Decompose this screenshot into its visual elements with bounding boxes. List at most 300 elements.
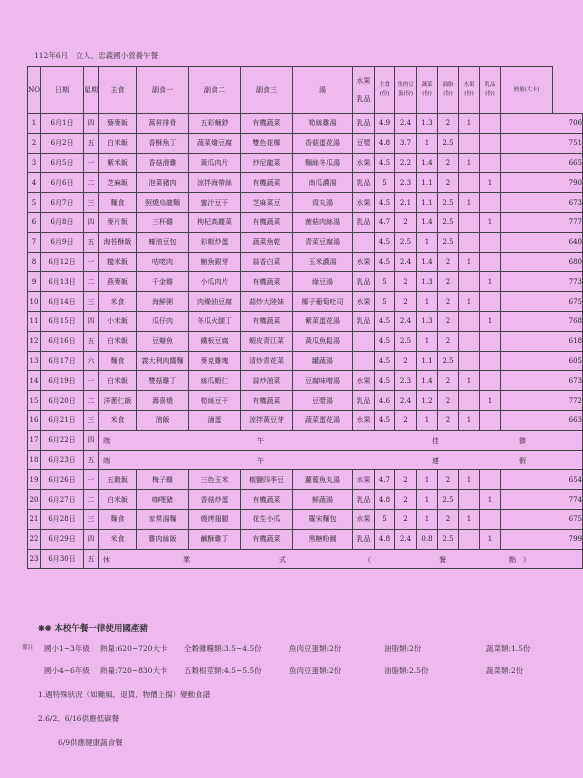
cell-soup: 綠豆湯: [293, 272, 353, 292]
cell-date: 6月6日: [41, 173, 84, 193]
cell-staple: 4.5: [375, 252, 395, 272]
cell-staple: 4.7: [375, 212, 395, 232]
cell-side1: 香菇滑雞: [137, 153, 189, 173]
cell-veg: 1: [417, 133, 438, 153]
cell-milk-serv: 1: [480, 212, 501, 232]
cell-kcal: 618: [501, 331, 583, 351]
menu-table: [27, 66, 583, 569]
cell-no: 6: [28, 212, 41, 232]
cell-staple: 5: [375, 292, 395, 312]
cell-date: 6月27日: [41, 490, 84, 510]
cell-side3: 有機蔬菜: [241, 311, 293, 331]
cell-protein: 2: [395, 272, 417, 292]
cell-kcal: 675: [501, 509, 583, 529]
banner-char: （: [364, 555, 371, 564]
header-oil: 油脂(份): [438, 67, 459, 114]
cell-milk-serv: [480, 331, 501, 351]
cell-veg: 1: [417, 232, 438, 252]
header-milk: 乳品: [356, 94, 371, 103]
cell-soup: 青菜豆腐湯: [293, 232, 353, 252]
cell-side2: 鐵板豆腐: [189, 331, 241, 351]
cell-kcal: 706: [501, 114, 583, 134]
cell-kcal: 790: [501, 173, 583, 193]
cell-side2: 滷蛋: [189, 410, 241, 430]
cell-milk-serv: [480, 252, 501, 272]
cell-fruit-milk: 乳品: [353, 114, 375, 134]
cell-weekday: 六: [84, 351, 99, 371]
cell-milk-serv: [480, 193, 501, 213]
header-milk-serv: 乳品(份): [480, 67, 501, 114]
cell-main: 紫米飯: [99, 153, 137, 173]
cell-kcal: 663: [501, 410, 583, 430]
cell-weekday: 五: [84, 549, 99, 569]
table-row: [28, 430, 583, 450]
menu-body: [28, 114, 583, 569]
cell-fruit-serv: [459, 272, 480, 292]
cell-side2: 蔬菜燴豆腐: [189, 133, 241, 153]
cell-side2: 鮪魚銀芽: [189, 252, 241, 272]
cell-fruit-milk: 乳品: [353, 391, 375, 411]
cell-weekday: 三: [84, 410, 99, 430]
cell-fruit-serv: [459, 351, 480, 371]
banner-char: 餐: [439, 555, 446, 564]
banner-char: 午: [257, 456, 264, 465]
cell-side3: 有機蔬菜: [241, 490, 293, 510]
cell-side3: 芝麻菜豆: [241, 193, 293, 213]
cell-fruit-milk: [353, 331, 375, 351]
banner-char: 午: [257, 436, 264, 445]
cell-protein: 2.4: [395, 114, 417, 134]
header-date: 日期: [41, 67, 84, 114]
cell-date: 6月8日: [41, 212, 84, 232]
cell-kcal: 680: [501, 252, 583, 272]
cell-side1: 千金雞: [137, 272, 189, 292]
cell-main: 麵食: [99, 509, 137, 529]
banner-char: ）: [523, 555, 530, 564]
cell-date: 6月5日: [41, 153, 84, 173]
cell-fruit-milk: 乳品: [353, 173, 375, 193]
cell-milk-serv: [480, 133, 501, 153]
cell-side2: 三色玉米: [189, 470, 241, 490]
cell-fruit-serv: [459, 311, 480, 331]
cell-side1: 家常湯麵: [137, 509, 189, 529]
cell-protein: 2: [395, 212, 417, 232]
table-row: [28, 331, 583, 351]
cell-veg: 0.8: [417, 529, 438, 549]
cell-kcal: 605: [501, 351, 583, 371]
cell-no: 17: [28, 430, 41, 450]
cell-kcal: 773: [501, 272, 583, 292]
cell-fruit-serv: 1: [459, 509, 480, 529]
cell-staple: 4.8: [375, 490, 395, 510]
header-row: [28, 67, 583, 114]
cell-soup: 蔬菜蛋花湯: [293, 410, 353, 430]
cell-fruit-serv: [459, 173, 480, 193]
cell-protein: 2.4: [395, 252, 417, 272]
oil-4-6: 油脂類:2.5份: [384, 666, 429, 675]
cell-soup: 黃瓜魚鬆湯: [293, 331, 353, 351]
cell-veg: 1: [417, 410, 438, 430]
header-no: NO: [28, 67, 41, 114]
cell-oil: 2: [438, 410, 459, 430]
cell-protein: 2: [395, 410, 417, 430]
cell-kcal: 640: [501, 232, 583, 252]
cell-side1: 咕咾肉: [137, 252, 189, 272]
cell-veg: 1: [417, 509, 438, 529]
banner-char: 點: [509, 555, 516, 564]
cell-date: 6月22日: [41, 430, 84, 450]
cell-main: 麵食: [99, 351, 137, 371]
cell-oil: 2.5: [438, 133, 459, 153]
cell-milk-serv: [480, 153, 501, 173]
cell-soup: 羅宋麵包: [293, 509, 353, 529]
cell-date: 6月2日: [41, 133, 84, 153]
cell-veg: 1.4: [417, 252, 438, 272]
cell-side2: 枸杞高麗菜: [189, 212, 241, 232]
table-row: [28, 114, 583, 134]
cell-side1: 壽喜燒: [137, 391, 189, 411]
cell-milk-serv: [480, 410, 501, 430]
cell-no: 1: [28, 114, 41, 134]
cell-staple: 5: [375, 272, 395, 292]
header-kcal: 熱量(大卡): [501, 67, 553, 114]
cell-weekday: 五: [84, 232, 99, 252]
cell-no: 18: [28, 450, 41, 470]
cell-weekday: 四: [84, 430, 99, 450]
cell-fruit-serv: 1: [459, 292, 480, 312]
cell-oil: 2: [438, 114, 459, 134]
cell-staple: 5: [375, 173, 395, 193]
cell-weekday: 四: [84, 114, 99, 134]
cell-side3: 蝦皮青江菜: [241, 331, 293, 351]
cell-side1: 雞肉絲飯: [137, 529, 189, 549]
cell-no: 21: [28, 509, 41, 529]
holiday-banner: [99, 549, 583, 569]
notes-heading: [38, 622, 148, 634]
cell-main: 白米飯: [99, 490, 137, 510]
cell-protein: 2.2: [395, 153, 417, 173]
table-row: [28, 133, 583, 153]
cell-kcal: 772: [501, 391, 583, 411]
cell-date: 6月12日: [41, 252, 84, 272]
cell-side1: 義大利肉醬麵: [137, 351, 189, 371]
cell-oil: 2.5: [438, 232, 459, 252]
cell-side2: 涼拌海帶絲: [189, 173, 241, 193]
table-row: [28, 529, 583, 549]
cell-milk-serv: [480, 232, 501, 252]
cell-fruit-milk: 水果: [353, 153, 375, 173]
cell-staple: 4.5: [375, 153, 395, 173]
cell-side3: 有機蔬菜: [241, 212, 293, 232]
cell-side1: 瓜仔肉: [137, 311, 189, 331]
note-item-1: 1.遇特殊狀況（如颱風、退貨、物價上揚）變動食譜: [38, 690, 211, 699]
cell-side1: 豆瓣魚: [137, 331, 189, 351]
cell-staple: 4.8: [375, 133, 395, 153]
cell-oil: 2: [438, 252, 459, 272]
table-row: [28, 193, 583, 213]
cell-side3: 蒜炒油菜: [241, 371, 293, 391]
cell-no: 7: [28, 232, 41, 252]
table-row: [28, 391, 583, 411]
cell-oil: 2: [438, 153, 459, 173]
banner-char: 端: [103, 436, 110, 445]
cell-side3: 涼拌黃豆芽: [241, 410, 293, 430]
cell-milk-serv: [480, 371, 501, 391]
cell-date: 6月19日: [41, 371, 84, 391]
cell-staple: 4.5: [375, 410, 395, 430]
cell-date: 6月7日: [41, 193, 84, 213]
banner-char: 連: [432, 456, 439, 465]
note-item-3: 6/9供應健康蔬食餐: [58, 738, 123, 747]
banner-char: 端: [103, 456, 110, 465]
cell-staple: 5: [375, 509, 395, 529]
cell-side1: 三杯雞: [137, 212, 189, 232]
header-protein: 魚肉豆蛋(份): [395, 67, 417, 114]
table-row: [28, 232, 583, 252]
table-row: [28, 212, 583, 232]
header-side3: 副食三: [241, 67, 293, 114]
cell-fruit-serv: 1: [459, 410, 480, 430]
cell-soup: 香菇蛋花湯: [293, 133, 353, 153]
cell-soup: 豆漿湯: [293, 391, 353, 411]
cell-weekday: 二: [84, 490, 99, 510]
cell-side1: 泡菜豬肉: [137, 173, 189, 193]
cell-side2: 燒烤翅腿: [189, 509, 241, 529]
cell-veg: 1.3: [417, 311, 438, 331]
cell-fruit-milk: 水果: [353, 292, 375, 312]
cell-side1: 海鮮粥: [137, 292, 189, 312]
cell-fruit-serv: [459, 232, 480, 252]
cell-fruit-serv: [459, 212, 480, 232]
cell-staple: 4.5: [375, 193, 395, 213]
cell-main: 小米飯: [99, 311, 137, 331]
cell-date: 6月1日: [41, 114, 84, 134]
cell-side1: 油飯: [137, 410, 189, 430]
cell-side2: 絲瓜蝦仁: [189, 371, 241, 391]
cell-oil: 2: [438, 470, 459, 490]
cell-oil: 2.5: [438, 212, 459, 232]
cell-fruit-milk: 水果: [353, 470, 375, 490]
cell-no: 22: [28, 529, 41, 549]
cell-weekday: 四: [84, 212, 99, 232]
cell-veg: 1.4: [417, 153, 438, 173]
cell-veg: 1: [417, 331, 438, 351]
header-main: 主食: [99, 67, 137, 114]
cell-oil: 2.5: [438, 490, 459, 510]
cell-veg: 1.1: [417, 351, 438, 371]
veg-1-3: 蔬菜類:1.5份: [486, 644, 531, 653]
cell-side3: 花生小瓜: [241, 509, 293, 529]
cell-side1: 雙菇雞丁: [137, 371, 189, 391]
table-row: [28, 252, 583, 272]
cell-fruit-milk: 水果: [353, 509, 375, 529]
cell-main: 麥片飯: [99, 212, 137, 232]
cell-date: 6月9日: [41, 232, 84, 252]
cell-veg: 1.3: [417, 272, 438, 292]
note-item-2: 2.6/2、6/16供應低碳餐: [38, 714, 120, 723]
table-row: [28, 292, 583, 312]
holiday-banner: [99, 430, 583, 450]
cell-main: 米食: [99, 292, 137, 312]
cell-side3: 炒尼龍菜: [241, 153, 293, 173]
header-fruit-milk: [353, 67, 375, 114]
cell-soup: 玉米濃湯: [293, 252, 353, 272]
cell-oil: 2: [438, 311, 459, 331]
cell-side3: 有機蔬菜: [241, 529, 293, 549]
cell-no: 16: [28, 410, 41, 430]
cell-kcal: 654: [501, 470, 583, 490]
cell-fruit-milk: [353, 232, 375, 252]
table-row: [28, 311, 583, 331]
cell-side3: 雙色花椰: [241, 133, 293, 153]
cell-date: 6月20日: [41, 391, 84, 411]
cell-no: 4: [28, 173, 41, 193]
cell-oil: 2: [438, 292, 459, 312]
cell-date: 6月17日: [41, 351, 84, 371]
cell-protein: 2: [395, 351, 417, 371]
grade-4-6: 國小4~6年級: [44, 666, 90, 675]
cell-main: 白米飯: [99, 331, 137, 351]
cell-weekday: 四: [84, 311, 99, 331]
cell-weekday: 二: [84, 391, 99, 411]
cell-date: 6月28日: [41, 509, 84, 529]
cell-weekday: 五: [84, 133, 99, 153]
cell-weekday: 二: [84, 272, 99, 292]
cell-weekday: 一: [84, 470, 99, 490]
cell-side2: 黃瓜肉片: [189, 153, 241, 173]
cell-soup: 蘿蔔魚丸湯: [293, 470, 353, 490]
cell-protein: 2: [395, 292, 417, 312]
cell-staple: 4.9: [375, 114, 395, 134]
cell-main: 海苔酥飯: [99, 232, 137, 252]
cell-milk-serv: 1: [480, 311, 501, 331]
cell-fruit-milk: 水果: [353, 252, 375, 272]
cell-protein: 2.3: [395, 371, 417, 391]
cell-date: 6月30日: [41, 549, 84, 569]
cell-protein: 2: [395, 470, 417, 490]
cell-main: 藜麥飯: [99, 114, 137, 134]
cell-side2: 鹹酥雞丁: [189, 529, 241, 549]
cell-oil: 2: [438, 331, 459, 351]
cell-date: 6月21日: [41, 410, 84, 430]
cell-side2: 麥克雞塊: [189, 351, 241, 371]
cell-side2: 香菇炒蛋: [189, 490, 241, 510]
cell-no: 14: [28, 371, 41, 391]
cell-no: 9: [28, 272, 41, 292]
cell-date: 6月23日: [41, 450, 84, 470]
cell-soup: 鮮蔬湯: [293, 490, 353, 510]
cell-side2: 筍絲豆干: [189, 391, 241, 411]
cell-side2: 五彩蛹鈔: [189, 114, 241, 134]
cell-soup: 罐蔬湯: [293, 351, 353, 371]
cell-kcal: 673: [501, 193, 583, 213]
cell-no: 23: [28, 549, 41, 569]
cell-fruit-milk: 水果: [353, 410, 375, 430]
header-side1: 副食一: [137, 67, 189, 114]
cell-main: 白米飯: [99, 133, 137, 153]
cell-main: 洋蔥仁飯: [99, 391, 137, 411]
notes-line1: [44, 643, 530, 654]
cell-date: 6月26日: [41, 470, 84, 490]
cell-fruit-milk: 乳品: [353, 529, 375, 549]
cell-side3: 蔬菜魚乾: [241, 232, 293, 252]
cell-kcal: 751: [501, 133, 583, 153]
flower-icon: ❋❋: [38, 623, 52, 633]
cell-side3: 有機蔬菜: [241, 391, 293, 411]
cell-veg: 1: [417, 292, 438, 312]
cell-fruit-serv: 1: [459, 371, 480, 391]
cell-weekday: 三: [84, 509, 99, 529]
cell-fruit-serv: [459, 133, 480, 153]
notes-heading-text: 本校午餐一律使用國產豬: [54, 624, 148, 634]
table-row: [28, 272, 583, 292]
protein-4-6: 魚肉豆蛋類:2份: [289, 666, 342, 675]
header-soup: 湯: [293, 67, 353, 114]
cell-fruit-milk: [353, 351, 375, 371]
cell-soup: 豆腐味噌湯: [293, 371, 353, 391]
cell-milk-serv: 1: [480, 391, 501, 411]
banner-char: 節: [519, 436, 526, 445]
header-staple: 主食(份): [375, 67, 395, 114]
cell-kcal: 665: [501, 153, 583, 173]
oil-1-3: 油脂類:2份: [384, 644, 422, 653]
cell-oil: 2: [438, 509, 459, 529]
cell-milk-serv: [480, 114, 501, 134]
cell-veg: 1.1: [417, 173, 438, 193]
cell-side3: 蒜香白菜: [241, 252, 293, 272]
cell-weekday: 一: [84, 153, 99, 173]
cell-weekday: 一: [84, 371, 99, 391]
cell-side1: 咖哩豬: [137, 490, 189, 510]
cell-kcal: 774: [501, 490, 583, 510]
cell-oil: 2: [438, 272, 459, 292]
cell-date: 6月29日: [41, 529, 84, 549]
table-row: [28, 470, 583, 490]
banner-char: 業: [183, 555, 190, 564]
cell-no: 11: [28, 311, 41, 331]
protein-1-3: 魚肉豆蛋類:2份: [289, 644, 342, 653]
cell-protein: 2: [395, 490, 417, 510]
cell-protein: 2.4: [395, 529, 417, 549]
cell-main: 五穀飯: [99, 470, 137, 490]
holiday-banner: [99, 450, 583, 470]
cell-side2: 蜜汁豆干: [189, 193, 241, 213]
cell-weekday: 五: [84, 450, 99, 470]
cell-oil: 2: [438, 371, 459, 391]
cell-kcal: 675: [501, 292, 583, 312]
cell-staple: 4.5: [375, 371, 395, 391]
cell-kcal: 673: [501, 371, 583, 391]
notes-line2: [44, 665, 523, 676]
cell-oil: 2.5: [438, 193, 459, 213]
cell-veg: 1.3: [417, 114, 438, 134]
cell-protein: 2.4: [395, 391, 417, 411]
cell-side3: 有機蔬菜: [241, 173, 293, 193]
cell-date: 6月14日: [41, 292, 84, 312]
cell-protein: 2.4: [395, 311, 417, 331]
cell-no: 19: [28, 470, 41, 490]
cell-fruit-serv: [459, 391, 480, 411]
cell-oil: 2: [438, 391, 459, 411]
cell-no: 13: [28, 351, 41, 371]
cell-fruit-milk: 乳品: [353, 490, 375, 510]
cell-side1: 香酥魚丁: [137, 133, 189, 153]
cell-no: 2: [28, 133, 41, 153]
grain-4-6: 五穀根莖類:4.5~5.5份: [184, 666, 262, 675]
cell-date: 6月13日: [41, 272, 84, 292]
cell-fruit-serv: 1: [459, 153, 480, 173]
cell-kcal: 777: [501, 212, 583, 232]
